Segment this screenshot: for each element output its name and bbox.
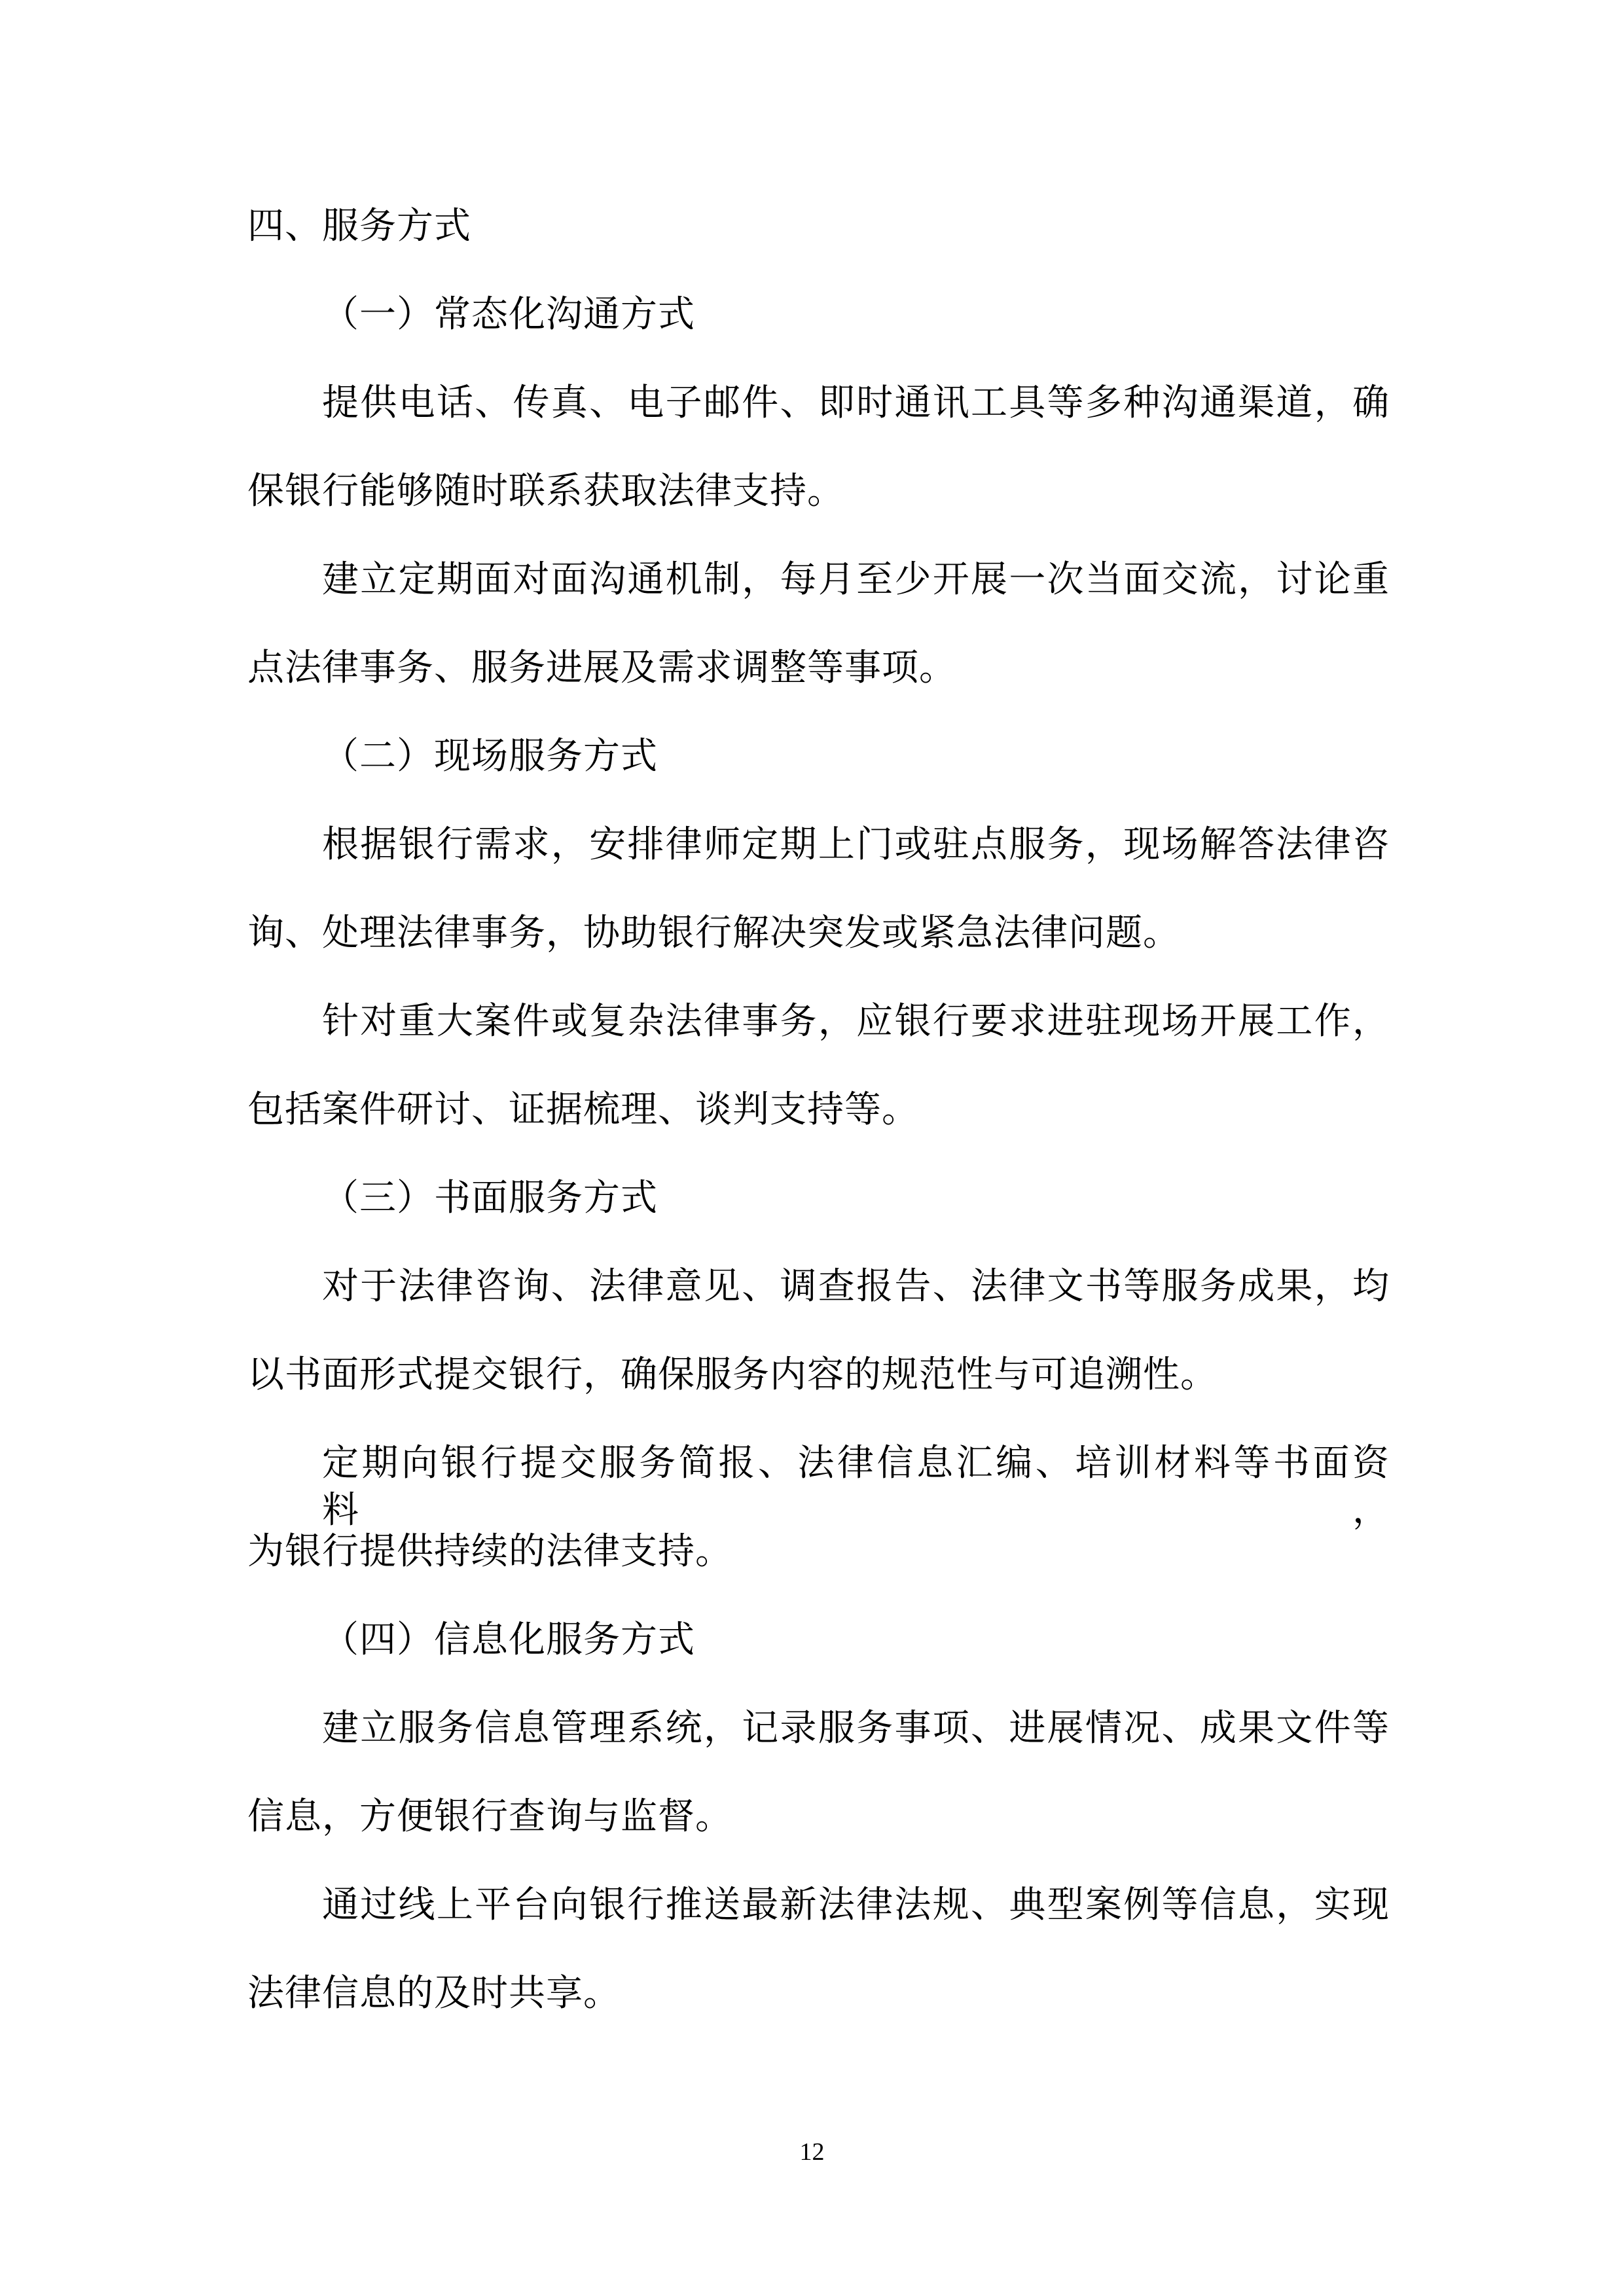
- paragraph-line: 包括案件研讨、证据梳理、谈判支持等。: [247, 1088, 919, 1131]
- paragraph-line: 法律信息的及时共享。: [247, 1972, 621, 2015]
- paragraph-line: 询、处理法律事务，协助银行解决突发或紧急法律问题。: [247, 912, 1180, 954]
- paragraph-line: 以书面形式提交银行，确保服务内容的规范性与可追溯性。: [247, 1354, 1218, 1396]
- paragraph-line: 对于法律咨询、法律意见、调查报告、法律文书等服务成果，均: [322, 1265, 1390, 1308]
- page-number: 12: [799, 2138, 825, 2166]
- paragraph-line: 根据银行需求，安排律师定期上门或驻点服务，现场解答法律咨: [322, 823, 1390, 866]
- paragraph-line: 建立定期面对面沟通机制，每月至少开展一次当面交流，讨论重: [322, 558, 1390, 601]
- paragraph-line: 保银行能够随时联系获取法律支持。: [247, 470, 844, 512]
- subsection-title-3: （三）书面服务方式: [322, 1177, 658, 1219]
- paragraph-line: 点法律事务、服务进展及需求调整等事项。: [247, 647, 956, 689]
- subsection-title-4: （四）信息化服务方式: [322, 1619, 695, 1661]
- paragraph-line: 定期向银行提交服务简报、法律信息汇编、培训材料等书面资料，: [322, 1442, 1390, 1532]
- paragraph-line: 建立服务信息管理系统，记录服务事项、进展情况、成果文件等: [322, 1707, 1390, 1749]
- paragraph-line: 提供电话、传真、电子邮件、即时通讯工具等多种沟通渠道，确: [322, 382, 1390, 424]
- paragraph-line: 信息，方便银行查询与监督。: [247, 1795, 732, 1838]
- section-heading: 四、服务方式: [247, 205, 471, 247]
- paragraph-line: 通过线上平台向银行推送最新法律法规、典型案例等信息，实现: [322, 1884, 1390, 1926]
- subsection-title-1: （一）常态化沟通方式: [322, 293, 695, 336]
- subsection-title-2: （二）现场服务方式: [322, 735, 658, 778]
- paragraph-line: 针对重大案件或复杂法律事务，应银行要求进驻现场开展工作，: [322, 1000, 1390, 1043]
- paragraph-line: 为银行提供持续的法律支持。: [247, 1530, 732, 1573]
